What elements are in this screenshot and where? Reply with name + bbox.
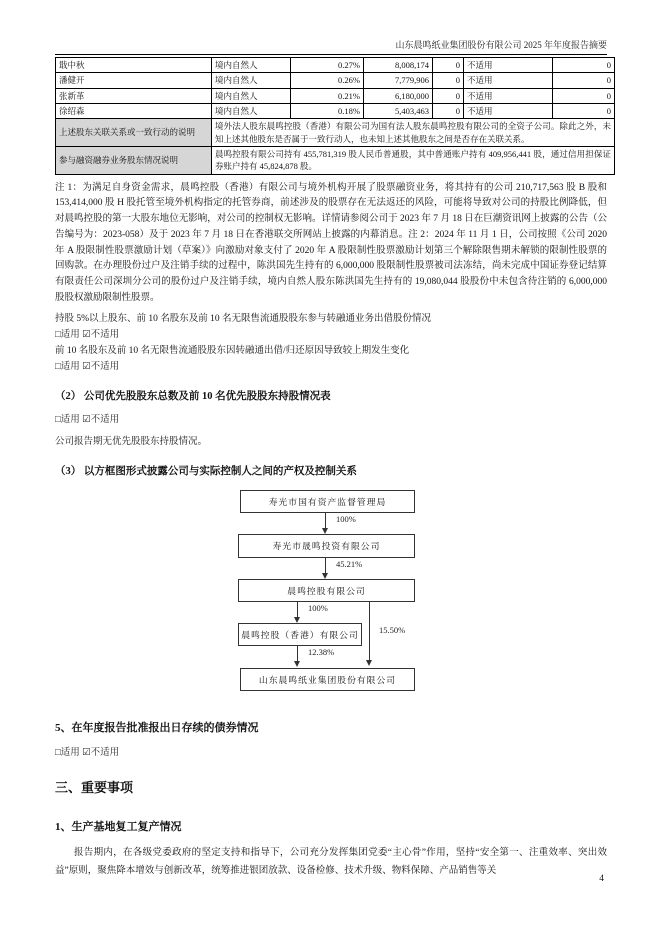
shareholder-name: 徐绍森: [56, 103, 212, 118]
ownership-pct-label: 15.50%: [379, 624, 406, 635]
table-row: [56, 103, 615, 118]
diagram-box-chenming-holdings: 晨鸣控股有限公司: [238, 579, 415, 602]
shares-held: 8,008,174: [364, 58, 433, 73]
shareholding-pct: 0.21%: [291, 88, 364, 103]
diagram-box-sasac: 寿光市国有资产监督管理局: [240, 490, 415, 513]
heading-production-resumption: 1、生产基地复工复产情况: [55, 820, 182, 833]
shareholder-name: 潘健开: [56, 73, 212, 88]
production-resumption-paragraph: 报告期内，在各级党委政府的坚定支持和指导下，公司充分发挥集团党委“主心骨”作用，坚持“安全第一、注重效率、突出效益”原则，聚焦降本增效与创新改革，统筹推进银团放款、设备检修、技术升级、物料保障、产品销售等关: [55, 847, 607, 876]
table-row: [56, 73, 615, 88]
pledge-qty: 0: [553, 88, 615, 103]
restricted-shares: 0: [433, 73, 464, 88]
report-header: 山东晨鸣纸业集团股份有限公司 2025 年年度报告摘要: [55, 0, 607, 55]
ownership-pct-label: 100%: [336, 513, 356, 524]
table-row: [56, 58, 615, 73]
ownership-pct-label: 12.38%: [308, 646, 335, 657]
pledge-qty: 0: [553, 73, 615, 88]
heading-bonds: 5、在年度报告批准报出日存续的债券情况: [55, 721, 259, 734]
margin-label: 参与融资融券业务股东情况说明: [56, 146, 212, 174]
relation-label: 上述股东关联关系或一致行动的说明: [56, 119, 212, 147]
shareholder-name: 张新革: [56, 88, 212, 103]
diagram-connector-direct: [369, 601, 370, 661]
ownership-pct-label: 45.21%: [336, 558, 363, 569]
shareholding-pct: 0.27%: [291, 58, 364, 73]
page-number: 4: [599, 874, 604, 884]
table-row-relations: [56, 119, 615, 147]
lending-statement: 持股 5%以上股东、前 10 名股东及前 10 名无限售流通股股东参与转融通业务出借股份情况: [55, 313, 432, 324]
shareholder-type: 境内自然人: [212, 58, 291, 73]
no-preferred-statement: 公司报告期无优先股股东持股情况。: [55, 436, 208, 447]
restricted-shares: 0: [433, 88, 464, 103]
shareholding-pct: 0.26%: [291, 73, 364, 88]
shareholder-type: 境内自然人: [212, 103, 291, 118]
shareholder-name: 戢中秋: [56, 58, 212, 73]
margin-text: 晨鸣控股有限公司持有 455,781,319 股人民币普通股，其中普通账户持有 409,956,441 股，通过信用担保证券账户持有 45,824,878 股。: [212, 146, 615, 174]
shareholder-type: 境内自然人: [212, 73, 291, 88]
diagram-box-chenming-hk: 晨鸣控股（香港）有限公司: [238, 623, 362, 646]
pledge-status: 不适用: [464, 73, 553, 88]
table-row: [56, 88, 615, 103]
pledge-status: 不适用: [464, 103, 553, 118]
checkbox-line-bonds: □适用 ☑不适用: [55, 747, 120, 758]
pledge-qty: 0: [553, 103, 615, 118]
arrow-down-icon: [294, 661, 300, 667]
pledge-status: 不适用: [464, 88, 553, 103]
heading-preferred-shareholders: （2） 公司优先股股东总数及前 10 名优先股股东持股情况表: [55, 390, 331, 402]
diagram-connector: [325, 512, 326, 529]
restricted-shares: 0: [433, 103, 464, 118]
heading-important-matters: 三、重要事项: [55, 779, 134, 795]
diagram-connector: [297, 601, 298, 618]
relation-text: 境外法人股东晨鸣控股（香港）有限公司为国有法人股东晨鸣控股有限公司的全资子公司。除此之外，未知上述其他股东是否属于一致行动人，也未知上述其他股东之间是否存在关联关系。: [212, 119, 615, 147]
shares-held: 7,779,906: [364, 73, 433, 88]
change-statement: 前 10 名股东及前 10 名无限售流通股股东因转融通出借/归还原因导致较上期发生变化: [55, 345, 410, 356]
ownership-control-diagram: [55, 487, 607, 701]
diagram-connector: [297, 645, 298, 662]
checkbox-line-preferred: □适用 ☑不适用: [55, 414, 120, 425]
heading-control-diagram: （3） 以方框图形式披露公司与实际控制人之间的产权及控制关系: [55, 465, 357, 477]
ownership-pct-label: 100%: [308, 602, 328, 613]
arrow-down-icon: [366, 660, 372, 666]
diagram-box-shandong-chenming: 山东晨鸣纸业集团股份有限公司: [240, 668, 415, 691]
diagram-connector: [325, 557, 326, 574]
top-shareholders-table: [55, 57, 615, 175]
restricted-shares: 0: [433, 58, 464, 73]
diagram-box-shengming-investment: 寿光市晟鸣投资有限公司: [238, 534, 415, 558]
checkbox-line-lending: □适用 ☑不适用: [55, 329, 120, 340]
pledge-status: 不适用: [464, 58, 553, 73]
shareholding-pct: 0.18%: [291, 103, 364, 118]
shareholder-type: 境内自然人: [212, 88, 291, 103]
pledge-qty: 0: [553, 58, 615, 73]
shareholder-notes: 注 1：为满足自身资金需求，晨鸣控股（香港）有限公司与境外机构开展了股票融资业务，将其持有的公司 210,717,563 股 B 股和 153,414,000 股 H 股托管至境外机构指定的托管券商，前述涉及的股票存在无法返还的风险，可能将导致对公司的持股比例降低，但对晨鸣控股的第一大股东地位无影响，对公司的控制权无影响。详情请参阅公司于 2023 年 7 月 18 日在巨潮资讯网上披露的公告（公告编号为：2023-058）及于 2023 年 7 月 18 日在香港联交所网站上披露的内幕消息。注 2：2024 年 11 月 1 日，公司按照《公司 2020 年 A 股限制性股票激励计划（草案）》向激励对象支付了 2020 年 A 股限制性股票激励计划第三个解除限售期未解锁的限制性股票的回购款。在办理股份过户及注销手续的过程中，陈洪国先生持有的 6,000,000 股限制性股票被司法冻结，尚未完成中国证券登记结算有限责任公司深圳分公司的股份过户及注销手续，境内自然人股东陈洪国先生持有的 19,080,044 股股份中未包含待注销的 6,000,000 股股权激励限制性股票。: [55, 182, 607, 304]
shares-held: 5,403,463: [364, 103, 433, 118]
checkbox-line-change: □适用 ☑不适用: [55, 361, 120, 372]
table-row-margin-trading: [56, 146, 615, 174]
shares-held: 6,180,000: [364, 88, 433, 103]
